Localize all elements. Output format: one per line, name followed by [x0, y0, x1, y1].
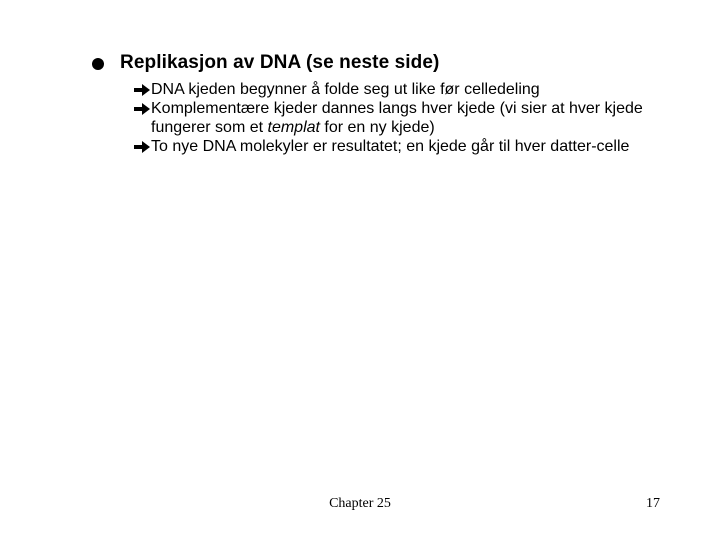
arrow-right-icon [134, 84, 150, 96]
sub-bullet-list [134, 80, 654, 156]
sub-bullet-italic-text: templat [267, 119, 320, 136]
sub-bullet-item [134, 137, 654, 156]
slide-heading: Replikasjon av DNA (se neste side) [120, 52, 440, 73]
arrow-right-icon [134, 141, 150, 153]
arrow-right-icon [134, 103, 150, 115]
sub-bullet-text: for en ny kjede) [319, 119, 435, 136]
footer-page-number: 17 [646, 496, 660, 511]
sub-bullet-text: Komplementære kjeder dannes langs hver kjede (vi sier at hver kjede fungerer som et [151, 100, 643, 136]
main-bullet [92, 52, 439, 74]
sub-bullet-item [134, 99, 654, 137]
sub-bullet-text: To nye DNA molekyler er resultatet; en kjede går til hver datter-celle [151, 138, 630, 155]
footer-chapter: Chapter 25 [329, 496, 391, 511]
bullet-dot-icon [92, 58, 104, 70]
sub-bullet-text: DNA kjeden begynner å folde seg ut like før celledeling [151, 81, 540, 98]
sub-bullet-item [134, 80, 654, 99]
